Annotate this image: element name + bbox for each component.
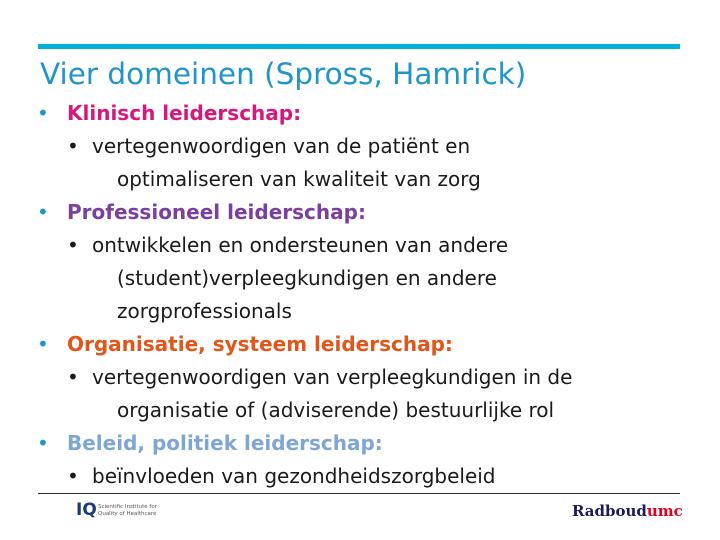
- domain-3-detail-cont: organisatie of (adviserende) bestuurlijke rol: [117, 398, 555, 422]
- domain-1-detail-cont: optimaliseren van kwaliteit van zorg: [117, 167, 481, 191]
- iq-logo: [76, 501, 166, 523]
- domain-2-detail-cont: (student)verpleegkundigen en andere: [117, 266, 497, 290]
- domain-4-detail: • beïnvloeden van gezondheidszorgbeleid: [37, 460, 697, 493]
- iq-logo-text: Scientific Institute for Quality of Healthcare: [98, 504, 157, 517]
- domain-list: [37, 97, 697, 493]
- bullet-icon: •: [67, 134, 79, 158]
- bullet-icon: •: [37, 431, 49, 455]
- domain-2-detail: • ontwikkelen en ondersteunen van andere: [37, 229, 697, 262]
- top-accent-rule: [38, 44, 680, 49]
- radboud-wordmark: Radboud: [572, 502, 647, 520]
- iq-logo-mark: IQ: [76, 500, 97, 520]
- domain-4-heading: [37, 427, 697, 460]
- domain-2-heading: [37, 196, 697, 229]
- domain-2-label: Professioneel leiderschap:: [67, 200, 366, 224]
- bullet-icon: •: [37, 101, 49, 125]
- bullet-icon: •: [67, 365, 79, 389]
- umc-wordmark: umc: [646, 502, 683, 520]
- domain-1-label: Klinisch leiderschap:: [67, 101, 302, 125]
- bullet-icon: •: [67, 464, 79, 488]
- bullet-icon: •: [67, 233, 79, 257]
- domain-4-label: Beleid, politiek leiderschap:: [67, 431, 383, 455]
- bullet-icon: •: [37, 332, 49, 356]
- domain-1-heading: [37, 97, 697, 130]
- domain-2-detail-cont: zorgprofessionals: [117, 299, 292, 323]
- footer-rule: [38, 493, 680, 494]
- domain-3-heading: [37, 328, 697, 361]
- bullet-icon: •: [37, 200, 49, 224]
- domain-3-label: Organisatie, systeem leiderschap:: [67, 332, 453, 356]
- radboudumc-logo: [572, 502, 683, 520]
- slide-title: Vier domeinen (Spross, Hamrick): [40, 57, 527, 91]
- domain-3-detail: • vertegenwoordigen van verpleegkundigen in de: [37, 361, 697, 394]
- domain-1-detail: • vertegenwoordigen van de patiënt en: [37, 130, 697, 163]
